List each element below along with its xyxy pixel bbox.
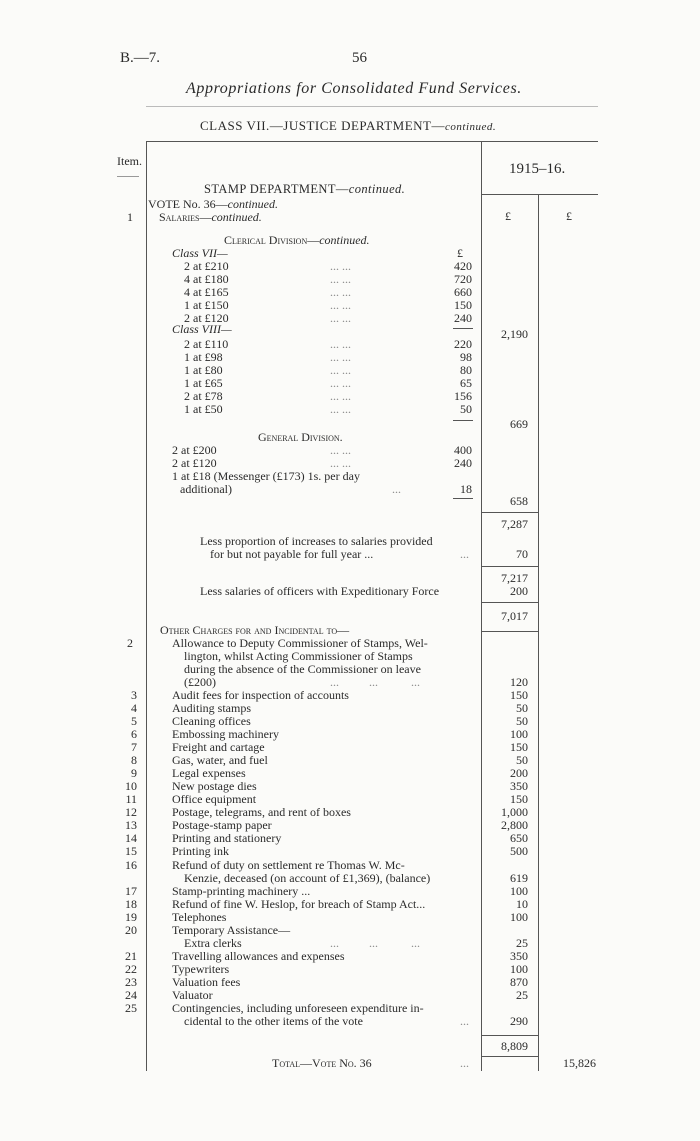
- charge-description: Freight and cartage: [172, 740, 265, 754]
- charge-description: Cleaning offices: [172, 714, 251, 728]
- charge-amount: 50: [516, 753, 528, 767]
- item-column-rule: [146, 141, 147, 1071]
- class-vii-total: 2,190: [501, 327, 528, 341]
- temporary-assistance-label: Temporary Assistance—: [172, 923, 291, 937]
- salary-grade-amount: 50: [460, 402, 472, 416]
- salary-grade-desc: 2 at £110: [184, 337, 229, 351]
- item-number: 4: [131, 701, 137, 715]
- stamp-department-heading: STAMP DEPARTMENT—continued.: [204, 182, 406, 196]
- vote-heading: VOTE No. 36—continued.: [148, 197, 278, 211]
- salary-grade-amount: 156: [454, 389, 472, 403]
- salary-grade-desc: 1 at £65: [184, 376, 223, 390]
- item-number: 1: [127, 210, 133, 224]
- refund-line-2: Kenzie, deceased (on account of £1,369), (balance): [184, 871, 431, 885]
- allowance-line-3: during the absence of the Commissioner on leave: [184, 662, 421, 676]
- pound-sign-inner: £: [457, 246, 463, 260]
- general-division-heading: General Division.: [258, 430, 343, 444]
- charge-amount: 870: [510, 975, 528, 989]
- allowance-line-2: lington, whilst Acting Commissioner of Stamps: [184, 649, 413, 663]
- salary-grade-desc: 4 at £165: [184, 285, 229, 299]
- charge-amount: 500: [510, 844, 528, 858]
- charge-description: Office equipment: [172, 792, 257, 806]
- charge-description: Travelling allowances and expenses: [172, 949, 345, 963]
- pound-sign-col2: £: [566, 209, 572, 223]
- item-number: 8: [131, 753, 137, 767]
- gross-salaries-total: 7,287: [501, 517, 528, 531]
- refund-amount: 619: [510, 871, 528, 885]
- charge-description: Postage-stamp paper: [172, 818, 272, 832]
- contingencies-line-2: cidental to the other items of the vote: [184, 1014, 363, 1028]
- charge-amount: 25: [516, 988, 528, 1002]
- salary-grade-amount: 240: [454, 311, 472, 325]
- item-number: 3: [131, 688, 137, 702]
- item-number: 12: [125, 805, 137, 819]
- item-number: 11: [125, 792, 137, 806]
- item-number: 13: [125, 818, 137, 832]
- salary-grade-amount: 400: [454, 443, 472, 457]
- leader-dots: ... ...: [330, 363, 351, 377]
- leader-dots: ... ...: [330, 337, 351, 351]
- charge-description: Embossing machinery: [172, 727, 279, 741]
- item-number: 19: [125, 910, 137, 924]
- charge-description: Legal expenses: [172, 766, 246, 780]
- salary-grade-amount: 98: [460, 350, 472, 364]
- leader-dots: ... ...: [330, 272, 351, 286]
- leader-dots: ... ...: [330, 350, 351, 364]
- refund-line-1: Refund of duty on settlement re Thomas W. Mc-: [172, 858, 405, 872]
- salary-grade-amount: 240: [454, 456, 472, 470]
- salary-grade-desc: 2 at £120: [184, 311, 229, 325]
- charge-amount: 2,800: [501, 818, 528, 832]
- salary-grade-desc: 2 at £210: [184, 259, 229, 273]
- charge-description: Refund of fine W. Heslop, for breach of Stamp Act...: [172, 897, 426, 911]
- other-charges-heading: Other Charges for and Incidental to—: [160, 623, 350, 637]
- pound-sign-col1: £: [505, 209, 511, 223]
- salary-grade-amount: 220: [454, 337, 472, 351]
- leader-dots: ... ...: [330, 456, 351, 470]
- class-viii-label: Class VIII—: [172, 322, 232, 336]
- page-number: 56: [352, 50, 367, 66]
- charge-amount: 350: [510, 949, 528, 963]
- leader-dots: ... ...: [330, 259, 351, 273]
- charge-amount: 150: [510, 740, 528, 754]
- item-number: 23: [125, 975, 137, 989]
- charge-description: Printing and stationery: [172, 831, 282, 845]
- leader-dots: ... ...: [330, 376, 351, 390]
- allowance-line-4: (£200): [184, 675, 216, 689]
- salaries-heading: Salaries—continued.: [159, 210, 262, 224]
- item-number: 24: [125, 988, 137, 1002]
- charge-amount: 1,000: [501, 805, 528, 819]
- leader-dots: ... ...: [330, 443, 351, 457]
- item-number: 6: [131, 727, 137, 741]
- after-increases-total: 7,217: [501, 571, 528, 585]
- leader-dots: ... ...: [330, 298, 351, 312]
- salary-grade-desc: 1 at £50: [184, 402, 223, 416]
- charge-description: Audit fees for inspection of accounts: [172, 688, 349, 702]
- item-number: 22: [125, 962, 137, 976]
- charge-description: New postage dies: [172, 779, 257, 793]
- item-number: 5: [131, 714, 137, 728]
- item-number: 7: [131, 740, 137, 754]
- salary-grade-amount: 420: [454, 259, 472, 273]
- inner-column-rule: [538, 194, 539, 1071]
- less-expeditionary-label: Less salaries of officers with Expeditionary Force: [200, 584, 440, 598]
- messenger-amount: 18: [460, 482, 472, 496]
- leader-dots: ... ...: [330, 389, 351, 403]
- extra-clerks-amount: 25: [516, 936, 528, 950]
- item-number: 16: [125, 858, 137, 872]
- other-charges-total: 8,809: [501, 1039, 528, 1053]
- charge-description: Valuation fees: [172, 975, 241, 989]
- less-increases-line-2: for but not payable for full year ...: [210, 547, 374, 561]
- charge-amount: 350: [510, 779, 528, 793]
- messenger-line-1: 1 at £18 (Messenger (£173) 1s. per day: [172, 469, 360, 483]
- salary-grade-desc: 4 at £180: [184, 272, 229, 286]
- salary-grade-desc: 1 at £80: [184, 363, 223, 377]
- salary-grade-desc: 2 at £78: [184, 389, 223, 403]
- charge-amount: 650: [510, 831, 528, 845]
- salary-grade-desc: 1 at £150: [184, 298, 229, 312]
- less-increases-line-1: Less proportion of increases to salaries provided: [200, 534, 433, 548]
- item-number: 17: [125, 884, 137, 898]
- charge-amount: 200: [510, 766, 528, 780]
- extra-clerks-label: Extra clerks: [184, 936, 242, 950]
- item-number: 21: [125, 949, 137, 963]
- messenger-line-2: additional): [180, 482, 232, 496]
- class-heading: CLASS VII.—JUSTICE DEPARTMENT—continued.: [200, 118, 497, 133]
- salary-grade-desc: 2 at £200: [172, 443, 217, 457]
- page-title: Appropriations for Consolidated Fund Services.: [186, 80, 522, 97]
- charge-amount: 100: [510, 910, 528, 924]
- charge-description: Telephones: [172, 910, 227, 924]
- item-number: 20: [125, 923, 137, 937]
- item-number: 18: [125, 897, 137, 911]
- salary-grade-desc: 1 at £98: [184, 350, 223, 364]
- general-division-total: 658: [510, 494, 528, 508]
- allowance-line-1: Allowance to Deputy Commissioner of Stamps, Wel-: [172, 636, 428, 650]
- vote-grand-total: 15,826: [563, 1056, 596, 1070]
- year-column-header: 1915–16.: [509, 161, 566, 177]
- clerical-division-heading: Clerical Division—continued.: [224, 233, 370, 247]
- amount-column-rule: [481, 141, 482, 1071]
- leader-dots: ... ...: [330, 311, 351, 325]
- charge-amount: 150: [510, 688, 528, 702]
- charge-amount: 100: [510, 727, 528, 741]
- item-number: 10: [125, 779, 137, 793]
- charge-description: Printing ink: [172, 844, 230, 858]
- contingencies-amount: 290: [510, 1014, 528, 1028]
- allowance-amount: 120: [510, 675, 528, 689]
- charge-amount: 50: [516, 714, 528, 728]
- class-viii-total: 669: [510, 417, 528, 431]
- item-number: 2: [127, 636, 133, 650]
- vote-total-label: Total—Vote No. 36: [272, 1056, 372, 1070]
- item-number: 14: [125, 831, 137, 845]
- contingencies-line-1: Contingencies, including unforeseen expenditure in-: [172, 1001, 424, 1015]
- item-number: 15: [125, 844, 137, 858]
- charge-amount: 50: [516, 701, 528, 715]
- charge-description: Stamp-printing machinery ...: [172, 884, 311, 898]
- salary-grade-amount: 80: [460, 363, 472, 377]
- less-increases-amount: 70: [516, 547, 528, 561]
- item-number: 25: [125, 1001, 137, 1015]
- item-number: 9: [131, 766, 137, 780]
- charge-amount: 100: [510, 884, 528, 898]
- charge-amount: 100: [510, 962, 528, 976]
- charge-description: Typewriters: [172, 962, 230, 976]
- salary-grade-desc: 2 at £120: [172, 456, 217, 470]
- class-vii-label: Class VII—: [172, 246, 228, 260]
- salary-grade-amount: 660: [454, 285, 472, 299]
- less-expeditionary-amount: 200: [510, 584, 528, 598]
- charge-description: Gas, water, and fuel: [172, 753, 268, 767]
- charge-amount: 150: [510, 792, 528, 806]
- charge-description: Postage, telegrams, and rent of boxes: [172, 805, 351, 819]
- salary-grade-amount: 65: [460, 376, 472, 390]
- item-column-header: Item.: [117, 154, 142, 168]
- charge-amount: 10: [516, 897, 528, 911]
- salary-grade-amount: 720: [454, 272, 472, 286]
- net-salaries-total: 7,017: [501, 609, 528, 623]
- leader-dots: ... ...: [330, 402, 351, 416]
- charge-description: Auditing stamps: [172, 701, 252, 715]
- leader-dots: ... ...: [330, 285, 351, 299]
- salary-grade-amount: 150: [454, 298, 472, 312]
- document-ref: B.—7.: [120, 50, 161, 66]
- charge-description: Valuator: [172, 988, 213, 1002]
